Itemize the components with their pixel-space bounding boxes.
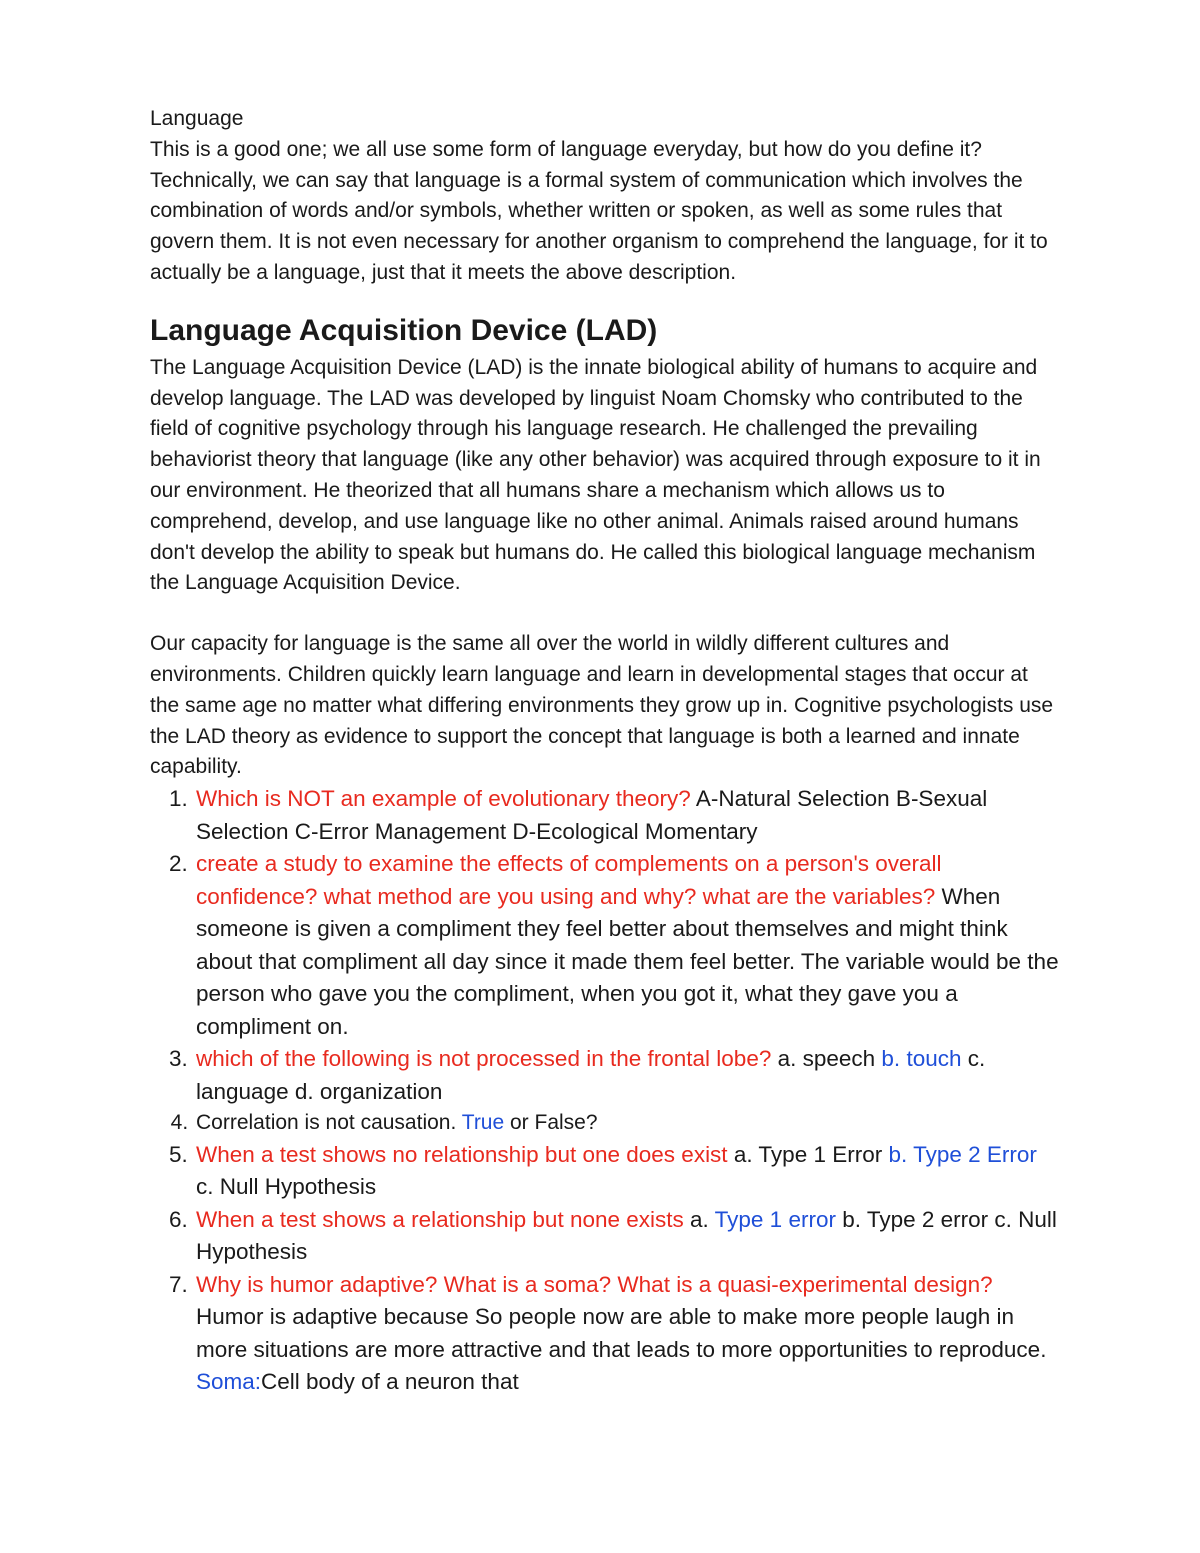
other-options: c. Null Hypothesis — [196, 1174, 377, 1200]
other-options: or False? — [504, 1111, 598, 1135]
question-text: Why is humor adaptive? What is a soma? What is a quasi-experimental design? — [196, 1271, 993, 1297]
question-text: which of the following is not processed in the frontal lobe? — [196, 1046, 772, 1072]
option-a: a. Type 1 Error — [727, 1141, 889, 1167]
question-text: Correlation is not causation. — [196, 1111, 462, 1135]
section-label-language: Language — [150, 107, 244, 130]
highlighted-answer: Type 1 error — [714, 1206, 836, 1232]
document-page — [150, 104, 1060, 1399]
highlighted-term: Soma: — [196, 1369, 262, 1395]
answer-text: A-Natural Selection B-Sexual Selection C-Error Management D-Ecological Momentary — [196, 786, 988, 844]
paragraph-gap — [150, 599, 1060, 629]
lad-heading: Language Acquisition Device (LAD) — [150, 313, 658, 347]
language-definition-paragraph: This is a good one; we all use some form of language everyday, but how do you define it? Technically, we can say that language is a formal system of communication which involves the combination of words and/or symbols, whether written or spoken, as well as some rules that govern them. It is not even necessary for another organism to comprehend the language, for it to actually be a language, just that it meets the above description. — [150, 137, 1048, 284]
option-a-prefix: a. — [683, 1206, 715, 1232]
question-list — [150, 783, 1060, 1399]
question-text: create a study to examine the effects of complements on a person's overall confidence? what method are you using and why? what are the variables? — [196, 851, 942, 909]
question-item-2 — [194, 848, 1060, 1043]
question-item-6 — [194, 1204, 1060, 1269]
other-options: b. Type 2 error c. Null Hypothesis — [196, 1206, 1057, 1265]
question-item-4 — [194, 1108, 1060, 1139]
answer-text: When someone is given a compliment they feel better about themselves and might think about that compliment all day since it made them feel better. The variable would be the person who gave you the compliment, when you got it, what they gave you a compliment on. — [196, 883, 1059, 1039]
highlighted-answer: True — [461, 1111, 505, 1135]
question-item-1 — [194, 783, 1060, 848]
question-item-3 — [194, 1043, 1060, 1108]
highlighted-answer: b. Type 2 Error — [888, 1141, 1037, 1167]
other-options: c. language d. organization — [196, 1046, 986, 1104]
question-text: Which is NOT an example of evolutionary theory? — [196, 786, 691, 812]
question-item-5 — [194, 1139, 1060, 1204]
answer-text: Humor is adaptive because So people now are able to make more people laugh in more situations are more attractive and that leads to more opportunities to reproduce. — [196, 1304, 1047, 1362]
term-definition: Cell body of a neuron that — [261, 1369, 519, 1395]
lad-paragraph-1: The Language Acquisition Device (LAD) is the innate biological ability of humans to acquire and develop language. The LAD was developed by linguist Noam Chomsky who contributed to the field of cognitive psychology through his language research. He challenged the prevailing behaviorist theory that language (like any other behavior) was acquired through exposure to it in our environment. He theorized that all humans share a mechanism which allows us to comprehend, develop, and use language like no other animal. Animals raised around humans don't develop the ability to speak but humans do. He called this biological language mechanism the Language Acquisition Device. — [150, 355, 1041, 595]
lad-paragraph-2: Our capacity for language is the same all over the world in wildly different cultures and environments. Children quickly learn language and learn in developmental stages that occur at the same age no matter what differing environments they grow up in. Cognitive psychologists use the LAD theory as evidence to support the concept that language is both a learned and innate capability. — [150, 632, 1054, 779]
question-item-7 — [194, 1269, 1060, 1399]
question-text: When a test shows a relationship but none exists — [196, 1206, 684, 1232]
question-text: When a test shows no relationship but one does exist — [196, 1141, 728, 1167]
highlighted-answer: b. touch — [881, 1046, 962, 1072]
option-a: a. speech — [771, 1046, 882, 1072]
